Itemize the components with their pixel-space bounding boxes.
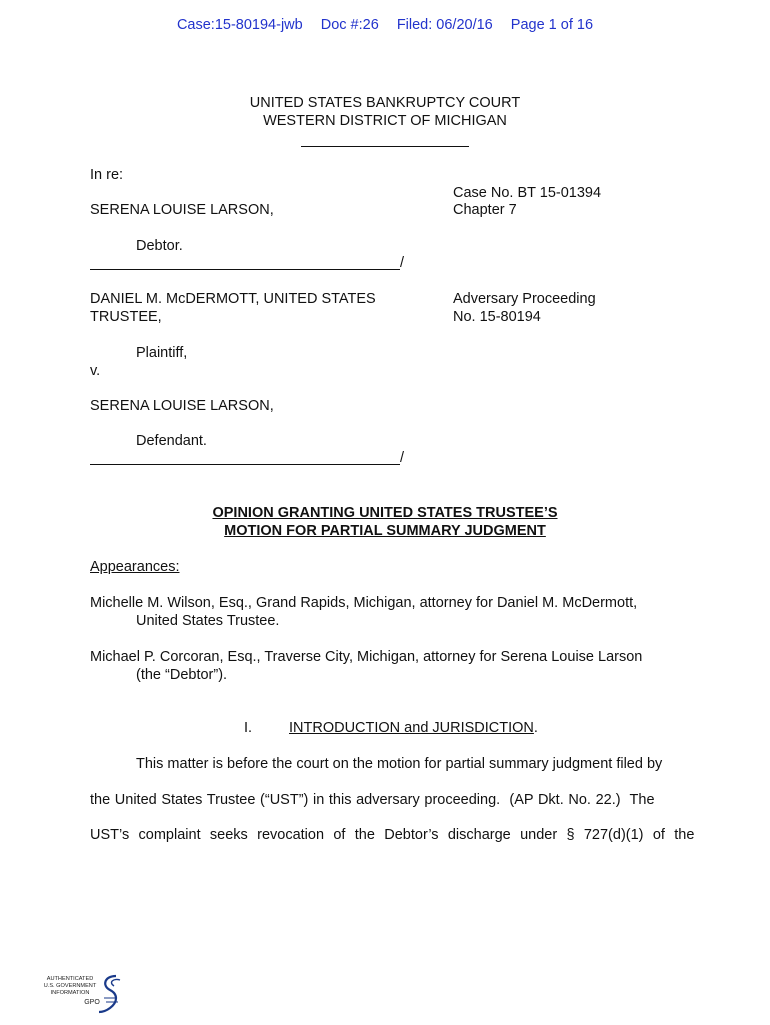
filing-stamp [0, 17, 770, 33]
section-heading [289, 719, 538, 737]
body-line-2 [90, 791, 680, 809]
caption-rule-1 [90, 269, 400, 270]
seal-line-2: U.S. GOVERNMENT [44, 983, 97, 989]
court-name: UNITED STATES BANKRUPTCY COURT [249, 95, 521, 111]
seal-mark: GPO [84, 999, 100, 1006]
stamp-case: Case:15-80194-jwb [176, 17, 303, 33]
stamp-page: Page 1 of 16 [510, 17, 594, 33]
defendant-name: SERENA LOUISE LARSON, [90, 398, 274, 414]
caption-rule-2 [90, 464, 400, 465]
in-re-label: In re: [90, 167, 124, 183]
versus: v. [90, 363, 101, 379]
body-line-1: This matter is before the court on the motion for partial summary judgment filed by [136, 756, 663, 772]
stamp-filed: Filed: 06/20/16 [396, 17, 493, 33]
caption-slash-1: / [400, 255, 405, 271]
plaintiff-label: Plaintiff, [136, 345, 188, 361]
opinion-title-line2: MOTION FOR PARTIAL SUMMARY JUDGMENT [224, 523, 546, 539]
opinion-title-line1: OPINION GRANTING UNITED STATES TRUSTEE’S [212, 505, 558, 521]
section-heading-text: INTRODUCTION and JURISDICTION [289, 720, 534, 736]
plaintiff-name-line1: DANIEL M. McDERMOTT, UNITED STATES [90, 291, 376, 307]
gpo-authentication-seal-icon [44, 972, 134, 1016]
section-number: I. [244, 720, 253, 736]
appearance-1-line1: Michelle M. Wilson, Esq., Grand Rapids, Michigan, attorney for Daniel M. McDermott, [90, 595, 638, 611]
case-number: Case No. BT 15-01394 [453, 185, 602, 201]
seal-line-1: AUTHENTICATED [46, 976, 94, 982]
caption-slash-2: / [400, 450, 405, 466]
appearance-1-line2: United States Trustee. [136, 613, 280, 629]
plaintiff-name-line2: TRUSTEE, [90, 309, 162, 325]
debtor-label: Debtor. [136, 238, 183, 254]
adversary-proceeding: Adversary Proceeding [453, 291, 596, 307]
section-heading-period: . [533, 720, 538, 736]
seal-line-3: INFORMATION [50, 990, 90, 996]
body-line-2-text: the United States Trustee (“UST”) in this adversary proceeding. (AP Dkt. No. 22.) The [90, 792, 655, 808]
chapter: Chapter 7 [453, 202, 517, 218]
stamp-doc: Doc #:26 [320, 17, 379, 33]
debtor-name: SERENA LOUISE LARSON, [90, 202, 274, 218]
appearance-2-line2: (the “Debtor”). [136, 667, 228, 683]
appearances-heading: Appearances: [90, 559, 180, 575]
adversary-number: No. 15-80194 [453, 309, 541, 325]
appearance-2-line1: Michael P. Corcoran, Esq., Traverse City, Michigan, attorney for Serena Louise Larson [90, 649, 643, 665]
defendant-label: Defendant. [136, 433, 207, 449]
court-district: WESTERN DISTRICT OF MICHIGAN [263, 113, 507, 129]
body-line-3: UST’s complaint seeks revocation of the Debtor’s discharge under § 727(d)(1) of the [90, 827, 695, 843]
heading-rule [301, 146, 469, 147]
